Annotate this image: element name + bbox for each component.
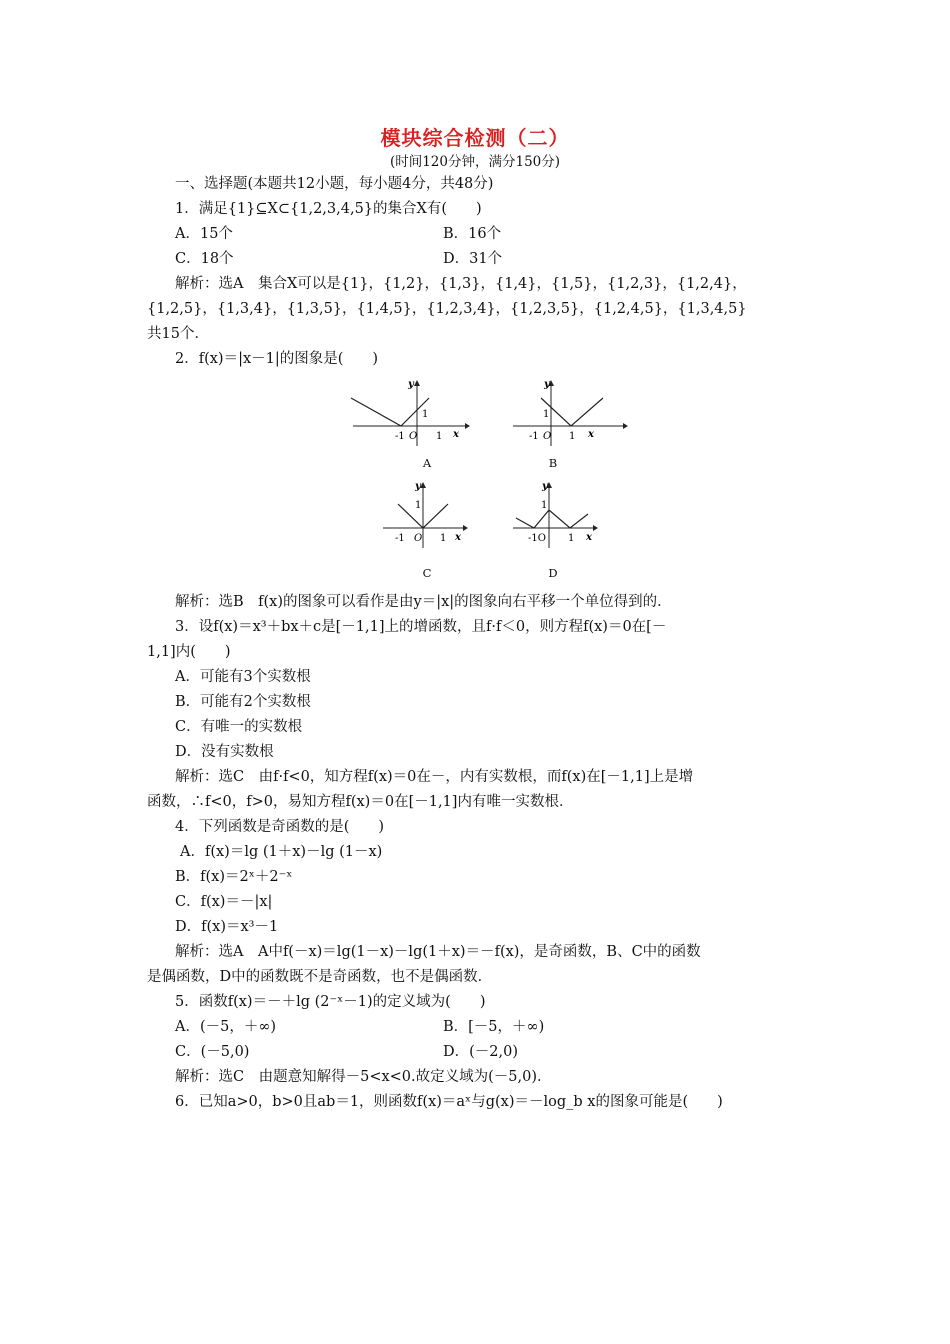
q2-graph-d-caption: D [548,566,558,580]
q5-option-a: A．(－5，＋∞) [175,1019,277,1035]
y-tick-one: 1 [415,500,422,511]
q2-graph-d [508,480,603,550]
y-tick-one: 1 [541,500,548,511]
y-axis-arrow [420,482,426,488]
q1-option-c: C．18个 [175,251,234,267]
q5-option-b: B．[－5，＋∞) [443,1019,545,1035]
x-label: x [455,532,461,543]
q1-solution-line2: {1,2,5}，{1,3,4}，{1,3,5}，{1,4,5}，{1,2,3,4}，{1,2,3,5}，{1,2,4,5}，{1,3,4,5} [147,301,747,317]
q2-stem: 2．f(x)＝|x－1|的图象是( ) [175,351,379,367]
origin-label: O [414,533,423,544]
origin-label: O [409,431,418,442]
function-curve [541,398,603,426]
q3-stem-line1: 3．设f(x)＝x³＋bx＋c是[－1,1]上的增函数，且f·f＜0，则方程f(x)＝0在[－ [175,619,667,635]
y-label: y [542,481,548,492]
q4-stem: 4．下列函数是奇函数的是( ) [175,819,385,835]
q3-option-c: C．有唯一的实数根 [175,719,303,735]
q3-option-a: A．可能有3个实数根 [175,669,311,685]
q1-option-b: B．16个 [443,226,502,242]
y-label: y [408,379,414,390]
q5-stem: 5．函数f(x)＝－＋lg (2⁻ˣ－1)的定义域为( ) [175,994,486,1010]
x-axis-arrow [463,525,468,531]
y-label: y [415,481,421,492]
x-tick-one: 1 [568,533,575,544]
q1-solution-line3: 共15个． [147,326,209,342]
q3-option-d: D．没有实数根 [175,744,274,760]
q2-graph-b-caption: B [548,456,558,470]
x-tick-one: 1 [440,533,447,544]
y-tick-one: 1 [543,409,550,420]
q1-option-d: D．31个 [443,251,503,267]
x-tick-neg-one: -1 [529,431,539,442]
x-label: x [588,429,594,440]
q4-option-d: D．f(x)＝x³－1 [175,919,279,935]
x-tick-neg-one: -1 [395,431,405,442]
q1-solution-line1: 解析：选A 集合X可以是{1}，{1,2}，{1,3}，{1,4}，{1,5}，{1,2,3}，{1,2,4}， [175,276,747,292]
x-tick-neg-one: -1 [395,533,405,544]
y-axis-arrow [414,380,420,386]
q3-solution-line1: 解析：选C 由f·f<0，知方程f(x)＝0在－，内有实数根，而f(x)在[－1,1]上是增 [175,769,694,785]
page-title: 模块综合检测（二） [380,126,570,150]
q6-stem: 6．已知a>0，b>0且ab＝1，则函数f(x)＝aˣ与g(x)＝－log_b x的图象可能是( ) [175,1094,723,1110]
y-tick-one: 1 [422,409,429,420]
q2-graph-c [378,480,473,550]
x-tick-neg-one-origin: -1O [528,533,546,544]
page-subtitle: (时间120分钟，满分150分) [389,154,561,170]
q5-option-c: C．(－5,0) [175,1044,250,1060]
q3-solution-line2: 函数，∴f<0，f>0，易知方程f(x)＝0在[－1,1]内有唯一实数根． [147,794,574,810]
x-tick-one: 1 [436,431,443,442]
q3-option-b: B．可能有2个实数根 [175,694,311,710]
q2-solution: 解析：选B f(x)的图象可以看作是由y＝|x|的图象向右平移一个单位得到的． [175,594,672,610]
q4-solution-line2: 是偶函数，D中的函数既不是奇函数，也不是偶函数． [147,969,493,985]
q2-graph-b [508,378,633,448]
section-heading: 一、选择题(本题共12小题，每小题4分，共48分) [175,176,494,192]
q3-stem-line2: 1,1]内( ) [147,644,231,660]
q2-graph-a [345,378,470,448]
q4-option-c: C．f(x)＝－|x| [175,894,273,910]
q5-option-d: D．(－2,0) [443,1044,518,1060]
q2-graph-c-caption: C [422,566,432,580]
x-label: x [586,532,592,543]
q1-stem: 1．满足{1}⊆X⊂{1,2,3,4,5}的集合X有( ) [175,201,482,217]
q2-graph-a-caption: A [422,456,432,470]
x-axis-arrow [623,423,628,429]
x-axis-arrow [465,423,470,429]
q4-option-a: A．f(x)＝lg (1＋x)－lg (1－x) [180,844,383,860]
y-label: y [544,379,550,390]
q4-option-b: B．f(x)＝2ˣ＋2⁻ˣ [175,869,293,885]
origin-label: O [543,431,552,442]
q4-solution-line1: 解析：选A A中f(－x)＝lg(1－x)－lg(1＋x)＝－f(x)，是奇函数，B、C中的函数 [175,944,701,960]
q5-solution: 解析：选C 由题意知解得－5<x<0.故定义域为(－5,0)． [175,1069,552,1085]
x-axis-arrow [593,525,598,531]
q1-option-a: A．15个 [175,226,233,242]
x-tick-one: 1 [569,431,576,442]
x-label: x [453,429,459,440]
function-curve [516,510,588,528]
